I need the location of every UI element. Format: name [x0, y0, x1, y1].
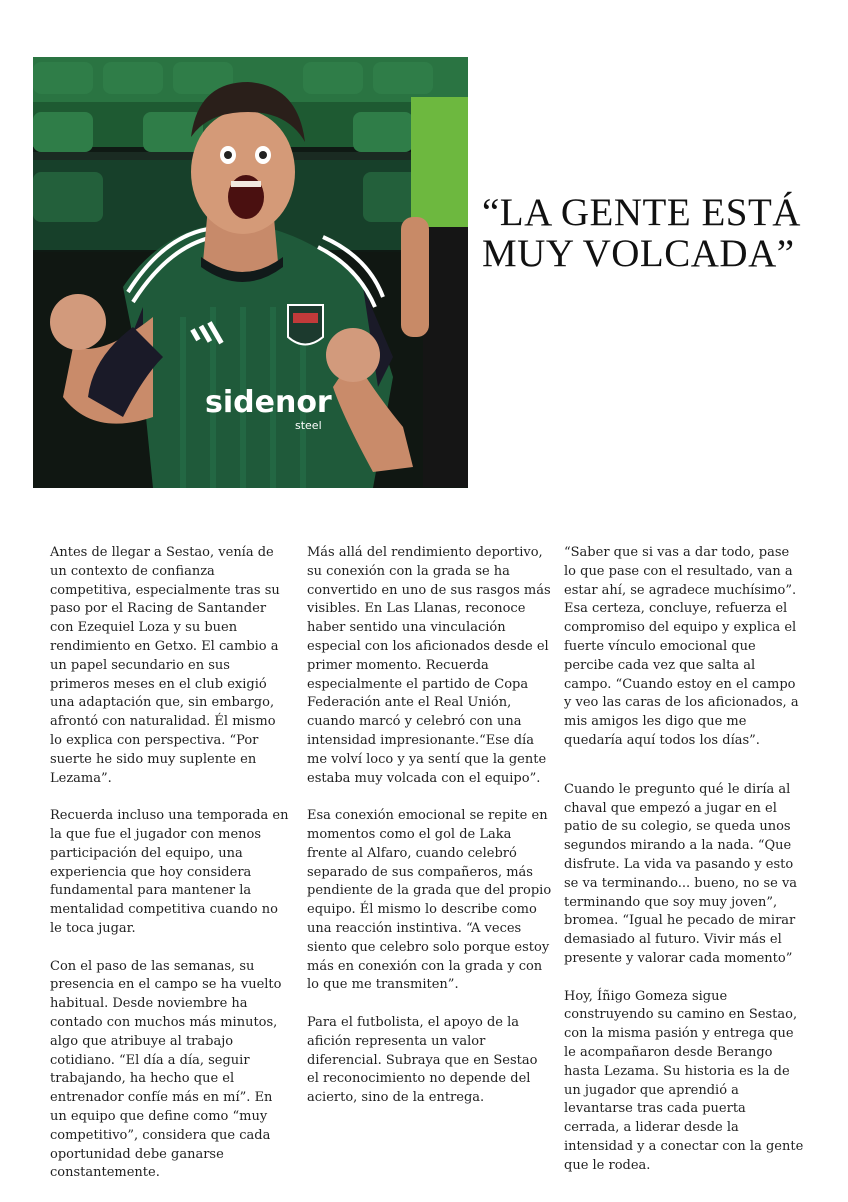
- player-photo: [33, 57, 468, 488]
- article-column-3: [564, 544, 804, 1194]
- sponsor-text: sidenor: [205, 385, 332, 420]
- paragraph: Para el futbolista, el apoyo de la afición representa un valor diferencial. Subraya que en Sestao el reconocimiento no depende del acierto, sino de la entrega.: [307, 1014, 538, 1106]
- article-column-1: [50, 544, 290, 1202]
- paragraph: Esa conexión emocional se repite en momentos como el gol de Laka frente al Alfaro, cuando celebró separado de sus compañeros, más pendiente de la grada que del propio equipo. Él mismo lo describe como una reacción instintiva. “A veces siento que celebro solo porque estoy más en conexión con la grada y con lo que me transmiten”.: [307, 808, 552, 993]
- player-celebration-illustration: [33, 57, 468, 488]
- paragraph: “Saber que si vas a dar todo, pase lo que pase con el resultado, van a estar ahí, se agradece muchísimo”. Esa certeza, concluye, refuerza el compromiso del equipo y explica el fuerte vínculo emocional que percibe cada vez que salta al campo. “Cuando estoy en el campo y veo las caras de los aficionados, a mis amigos les digo que me quedaría aquí todos los días”.: [564, 545, 799, 748]
- paragraph: Antes de llegar a Sestao, venía de un contexto de confianza competitiva, especialmente tras su paso por el Racing de Santander con Ezequiel Loza y su buen rendimiento en Getxo. El cambio a un papel secundario en sus primeros meses en el club exigió una adaptación que, sin embargo, afrontó con naturalidad. Él mismo lo explica con perspectiva. “Por suerte he sido muy suplente en Lezama”.: [50, 545, 280, 786]
- paragraph: Hoy, Íñigo Gomeza sigue construyendo su camino en Sestao, con la misma pasión y entrega que le acompañaron desde Berango hasta Lezama. Su historia es la de un jugador que aprendió a levantarse tras cada puerta cerrada, a liderar desde la intensidad y a conectar con la gente que le rodea.: [564, 988, 804, 1173]
- paragraph: Con el paso de las semanas, su presencia en el campo se ha vuelto habitual. Desde noviembre ha contado con muchos más minutos, algo que atribuye al trabajo cotidiano. “El día a día, seguir trabajando, ha hecho que el entrenador confíe más en mí”. En un equipo que define como “muy competitivo”, considera que cada oportunidad debe ganarse constantemente.: [50, 958, 282, 1181]
- sponsor-subtext: steel: [295, 419, 322, 432]
- article-headline: [482, 192, 832, 274]
- paragraph: Cuando le pregunto qué le diría al chaval que empezó a jugar en el patio de su colegio, se queda unos segundos mirando a la nada. “Que disfrute. La vida va pasando y esto se va terminando... bueno, no se va terminando que soy muy joven”, bromea. “Igual he pecado de mirar demasiado al futuro. Vivir más el presente y valorar cada momento”: [564, 781, 798, 966]
- article-column-2: [307, 544, 552, 1127]
- headline-line-2: MUY VOLCADA”: [482, 232, 795, 275]
- headline-line-1: “LA GENTE ESTÁ: [482, 191, 801, 234]
- paragraph: Más allá del rendimiento deportivo, su conexión con la grada se ha convertido en uno de sus rasgos más visibles. En Las Llanas, reconoce haber sentido una vinculación especial con los aficionados desde el primer momento. Recuerda especialmente el partido de Copa Federación ante el Real Unión, cuando marcó y celebró con una intensidad impresionante.“Ese día me volví loco y ya sentí que la gente estaba muy volcada con el equipo”.: [307, 545, 551, 786]
- paragraph: Recuerda incluso una temporada en la que fue el jugador con menos participación del equipo, una experiencia que hoy considera fundamental para mantener la mentalidad competitiva cuando no le toca jugar.: [50, 808, 289, 936]
